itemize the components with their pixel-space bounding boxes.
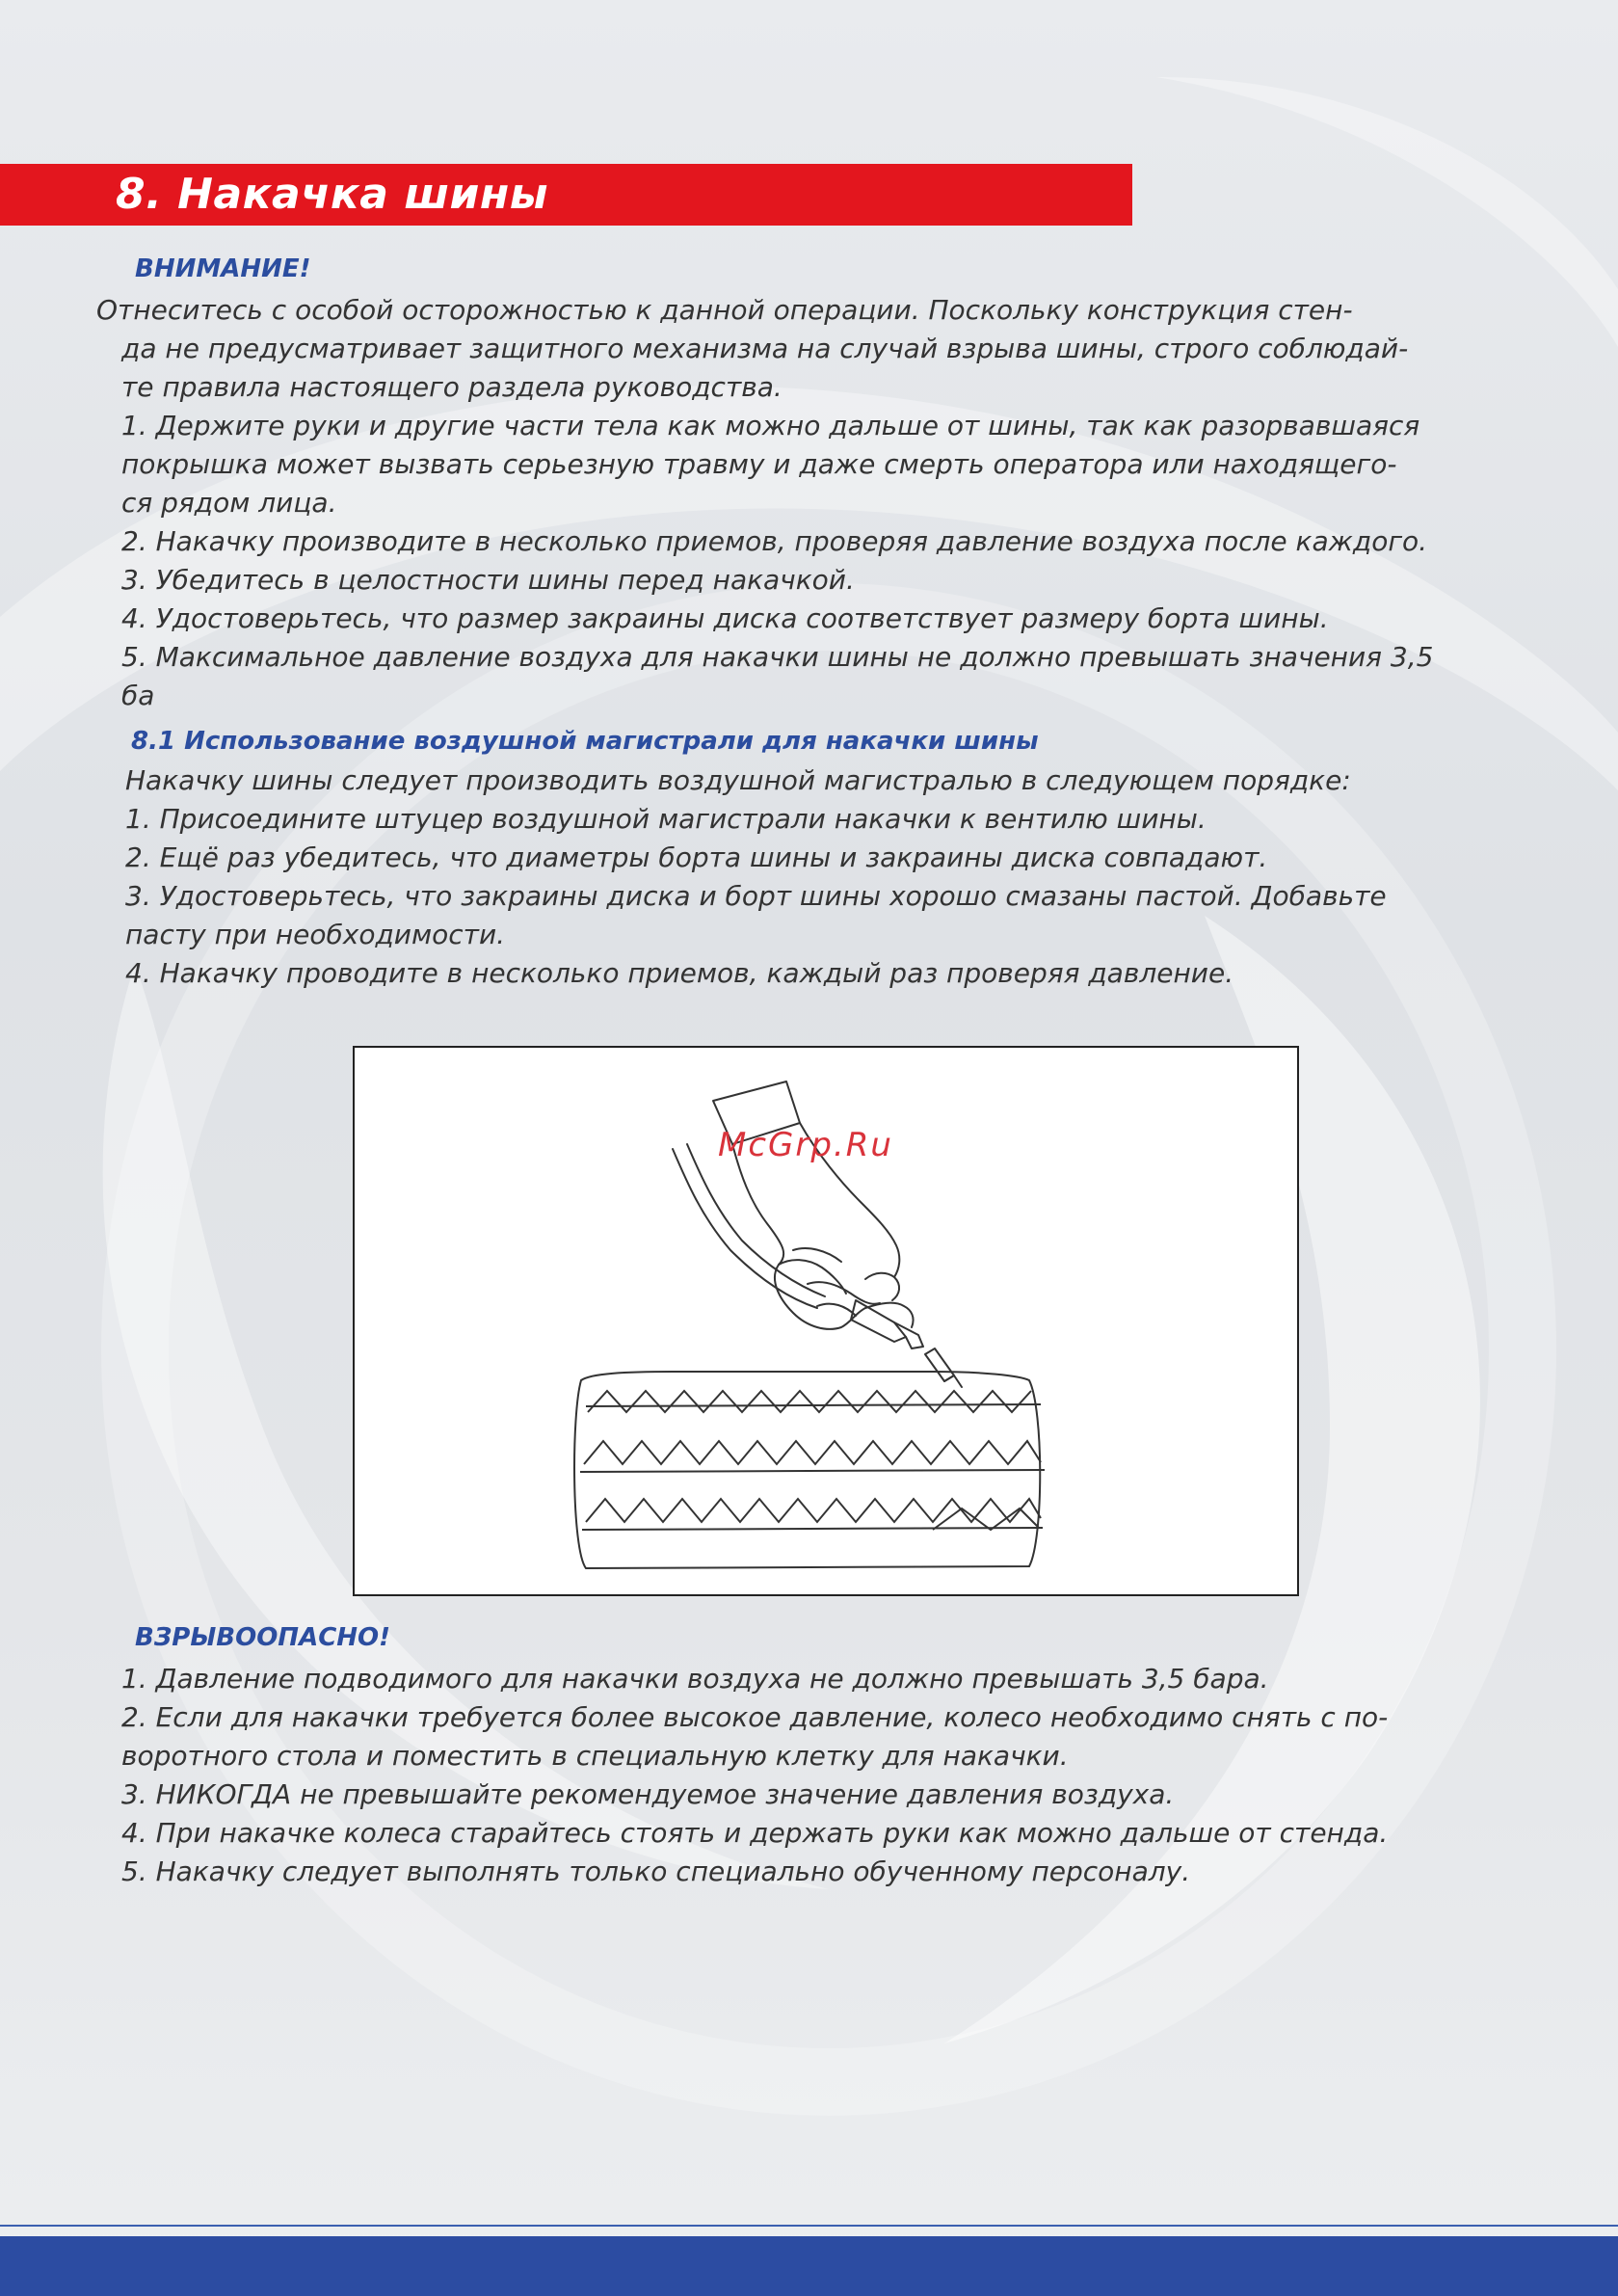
warning-line: Отнеситесь с особой осторожностью к данной операции. Поскольку конструкция стен- [96,294,1353,326]
warning-line: те правила настоящего раздела руководства. [121,371,782,403]
watermark-text: McGrp.Ru [718,1126,893,1164]
section-heading: 8.1 Использование воздушной магистрали для накачки шины [131,727,1039,756]
footer-divider [0,2225,1618,2227]
warning-line: да не предусматривает защитного механизма на случай взрыва шины, строго соблюдай- [121,333,1409,364]
warning-line: 5. Максимальное давление воздуха для накачки шины не должно превышать значения 3,5 [121,641,1434,673]
warning-line: ся рядом лица. [121,487,337,519]
valve-stem [925,1348,954,1381]
warning-line: 3. Убедитесь в целостности шины перед накачкой. [121,564,855,596]
warning-line: покрышка может вызвать серьезную травму и даже смерть оператора или находящего- [121,448,1397,480]
section-line: 3. Удостоверьтесь, что закраины диска и борт шины хорошо смазаны пастой. Добавьте [125,880,1387,912]
warning-line: 4. Удостоверьтесь, что размер закраины диска соответствует размеру борта шины. [121,602,1329,634]
danger-line: 1. Давление подводимого для накачки воздуха не должно превышать 3,5 бара. [121,1663,1269,1695]
section-line: 2. Ещё раз убедитесь, что диаметры борта шины и закраины диска совпадают. [125,841,1268,873]
warning-line: ба [121,680,155,711]
hand-outline [732,1144,914,1329]
section-line: 1. Присоедините штуцер воздушной магистрали накачки к вентилю шины. [125,803,1207,835]
danger-heading: ВЗРЫВООПАСНО! [135,1623,390,1652]
warning-line: 1. Держите руки и другие части тела как можно дальше от шины, так как разорвавшаяся [121,410,1420,441]
danger-line: 5. Накачку следует выполнять только специально обученному персоналу. [121,1855,1191,1887]
tire [574,1372,1045,1568]
warning-heading: ВНИМАНИЕ! [135,254,311,283]
valve-stem [944,1375,962,1387]
finger [779,1260,846,1294]
section-line: Накачку шины следует производить воздушной магистралью в следующем порядке: [125,764,1351,796]
danger-line: 2. Если для накачки требуется более высокое давление, колесо необходимо снять с по- [121,1701,1389,1733]
air-hose [673,1149,817,1308]
section-line: пасту при необходимости. [125,919,506,950]
warning-line: 2. Накачку производите в несколько приемов, проверяя давление воздуха после каждого. [121,525,1428,557]
thumb [865,1273,899,1300]
section-line: 4. Накачку проводите в несколько приемов, каждый раз проверяя давление. [125,957,1234,989]
finger [817,1304,856,1316]
danger-line: 4. При накачке колеса старайтесь стоять и держать руки как можно дальше от стенда. [121,1817,1389,1849]
footer-bar [0,2236,1618,2296]
page-title: 8. Накачка шины [116,170,549,219]
air-chuck [851,1300,906,1342]
danger-line: 3. НИКОГДА не превышайте рекомендуемое значение давления воздуха. [121,1778,1175,1810]
danger-line: воротного стола и поместить в специальную клетку для накачки. [121,1740,1069,1772]
